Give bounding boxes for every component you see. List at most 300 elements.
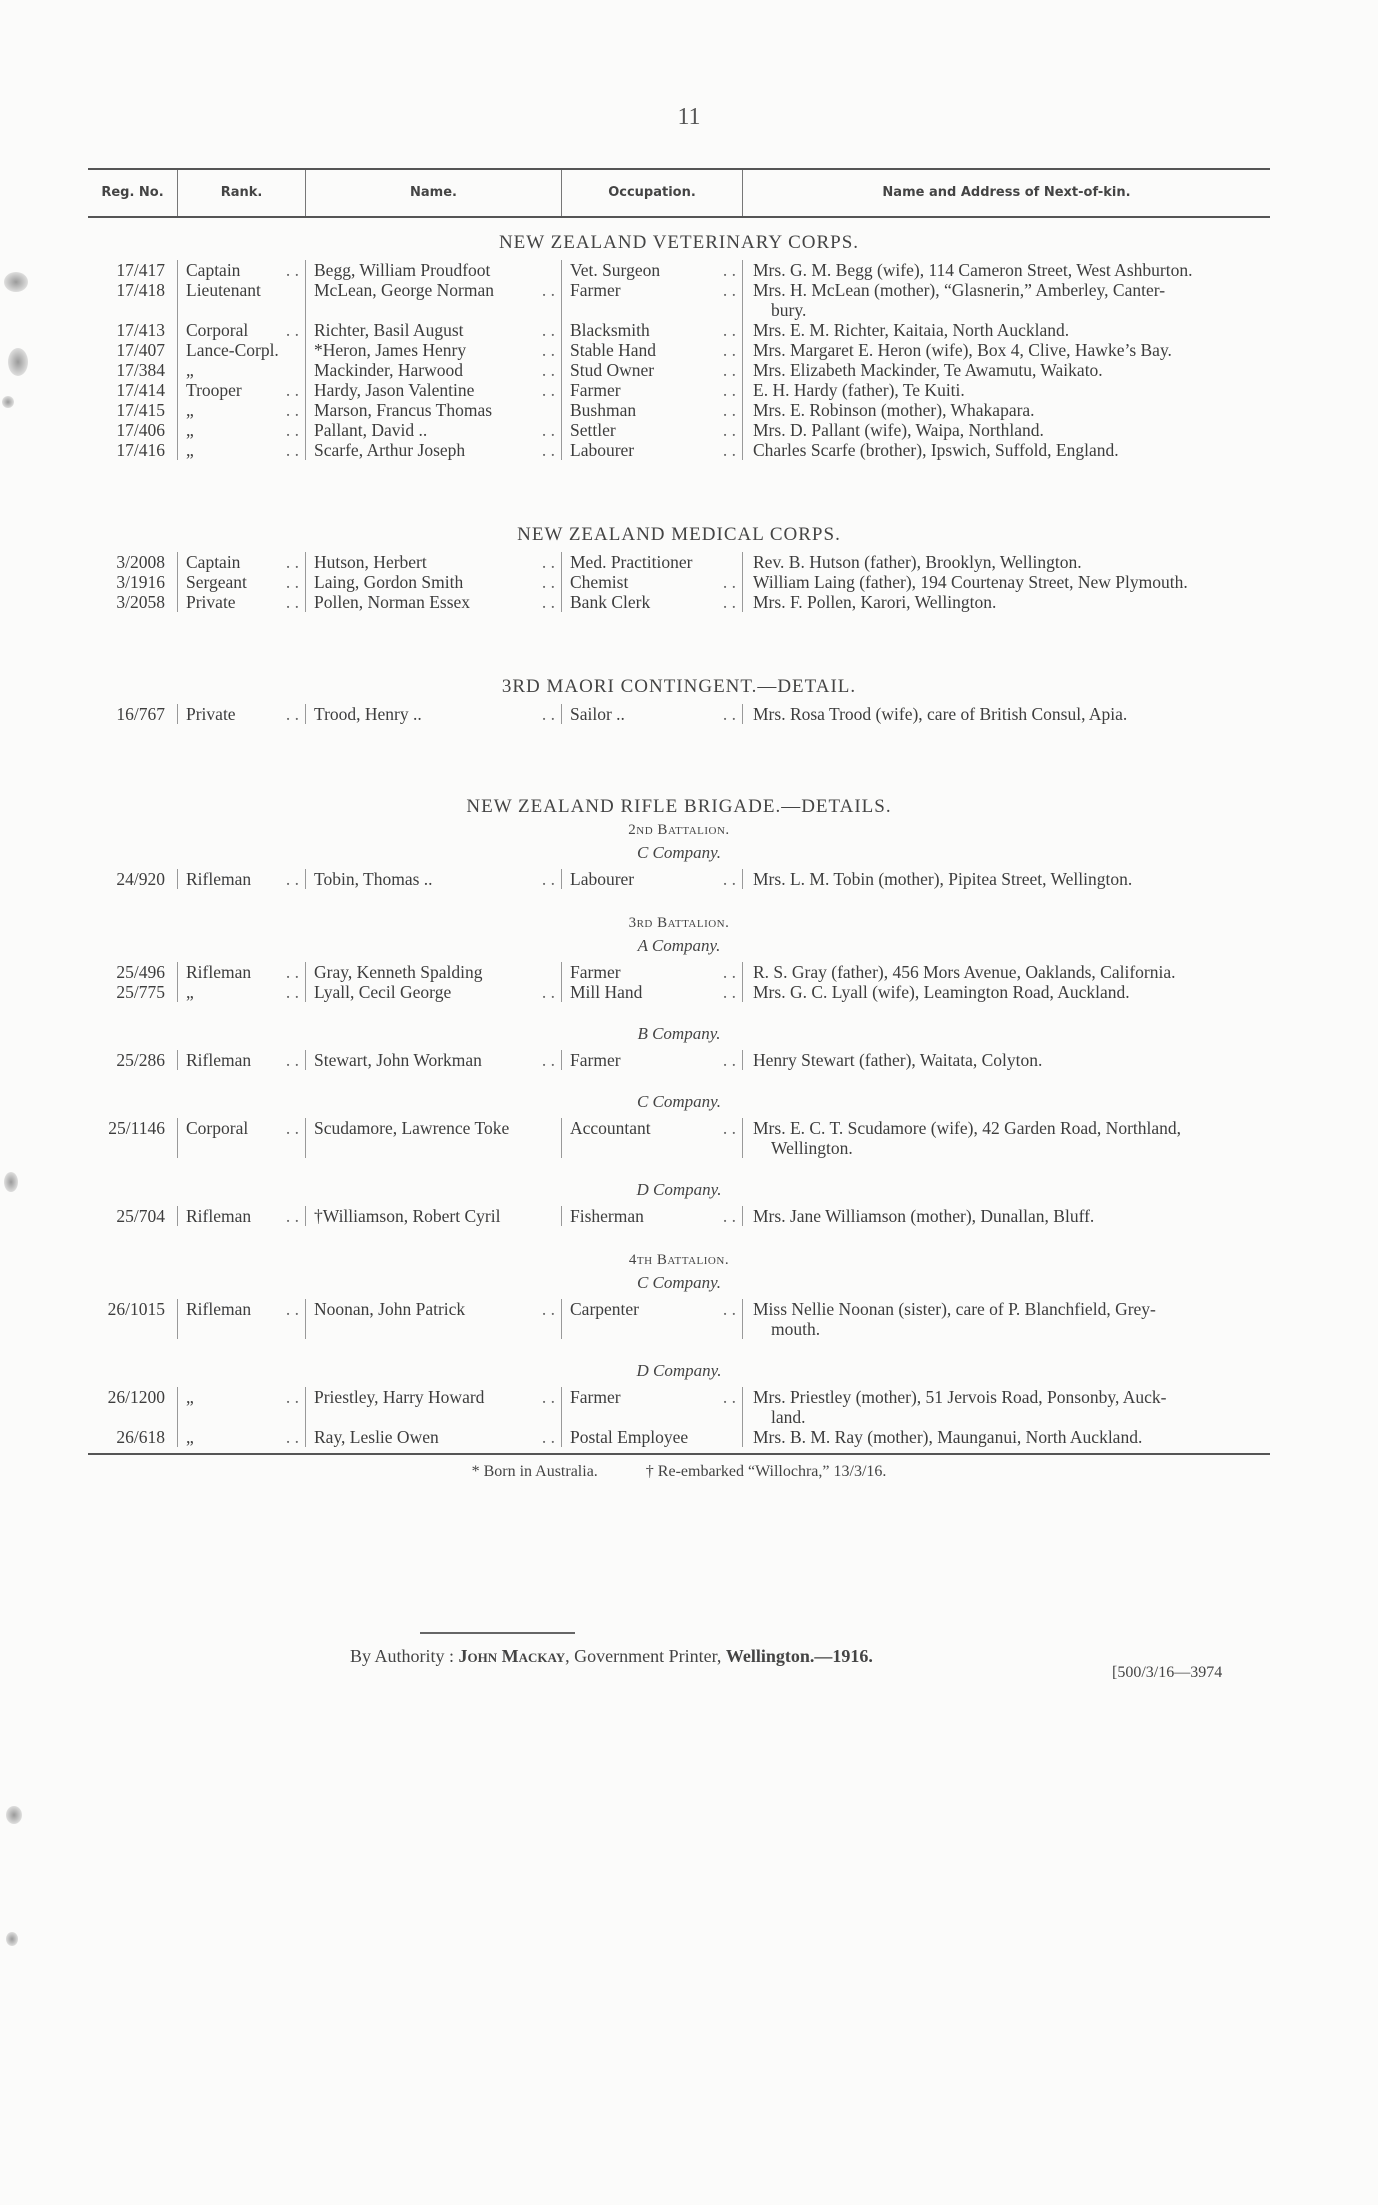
rank-cell xyxy=(177,280,305,320)
next-of-kin-text: Henry Stewart (father), Waitata, Colyton. xyxy=(753,1050,1043,1070)
leader-dots: . . xyxy=(285,704,299,724)
next-of-kin-cell xyxy=(742,962,1270,982)
table-body xyxy=(88,232,1270,1447)
occupation-cell xyxy=(561,1206,742,1226)
company-heading: D Company. xyxy=(636,1361,722,1380)
leader-dots: . . xyxy=(722,704,736,724)
print-code: [500/3/16—3974 xyxy=(1112,1664,1223,1681)
next-of-kin-cell xyxy=(742,1387,1270,1427)
occupation-cell-text: Carpenter xyxy=(570,1299,639,1319)
name-cell xyxy=(305,1387,561,1427)
name-cell xyxy=(305,552,561,572)
name-cell-text: Trood, Henry .. xyxy=(314,704,422,724)
section-title: NEW ZEALAND MEDICAL CORPS. xyxy=(517,524,841,545)
table-row xyxy=(88,260,1270,280)
leader-dots: . . xyxy=(722,592,736,612)
rank-cell xyxy=(177,360,305,380)
imprint-prefix: By Authority : xyxy=(350,1646,459,1666)
next-of-kin-cell xyxy=(742,360,1270,380)
reg-no-cell xyxy=(88,340,177,360)
leader-dots: . . xyxy=(722,1050,736,1070)
reg-no-cell-text: 3/2058 xyxy=(116,592,165,612)
occupation-cell-text: Farmer xyxy=(570,1387,621,1407)
occupation-cell-text: Postal Employee xyxy=(570,1427,689,1447)
rank-cell-text: Captain xyxy=(186,552,241,572)
name-cell xyxy=(305,592,561,612)
leader-dots: . . xyxy=(285,592,299,612)
name-cell xyxy=(305,1206,561,1226)
next-of-kin-continuation: mouth. xyxy=(771,1319,821,1339)
reg-no-cell xyxy=(88,552,177,572)
name-cell-text: Pollen, Norman Essex xyxy=(314,592,471,612)
occupation-cell xyxy=(561,440,742,460)
name-cell xyxy=(305,380,561,400)
occupation-cell xyxy=(561,260,742,280)
name-cell xyxy=(305,1118,561,1158)
next-of-kin-text: Mrs. H. McLean (mother), “Glasnerin,” Amberley, Canter- xyxy=(753,280,1166,300)
rank-cell xyxy=(177,1050,305,1070)
reg-no-cell xyxy=(88,572,177,592)
table-row xyxy=(88,1050,1270,1070)
table-header xyxy=(88,168,1270,218)
rank-cell xyxy=(177,592,305,612)
reg-no-cell-text: 24/920 xyxy=(116,869,165,889)
leader-dots: . . xyxy=(722,320,736,340)
scan-blot xyxy=(6,1932,18,1946)
reg-no-cell-text: 17/406 xyxy=(116,420,165,440)
next-of-kin-text: Mrs. G. M. Begg (wife), 114 Cameron Street, West Ashburton. xyxy=(753,260,1193,280)
table-row xyxy=(88,552,1270,572)
reg-no-cell-text: 3/1916 xyxy=(116,572,165,592)
battalion-heading: 4th Battalion. xyxy=(628,1252,730,1268)
leader-dots: . . xyxy=(541,552,555,572)
section-title: NEW ZEALAND VETERINARY CORPS. xyxy=(498,232,860,253)
name-cell xyxy=(305,420,561,440)
next-of-kin-cell xyxy=(742,440,1270,460)
next-of-kin-cell xyxy=(742,869,1270,889)
occupation-cell-text: Blacksmith xyxy=(570,320,650,340)
next-of-kin-cell xyxy=(742,704,1270,724)
reg-no-cell xyxy=(88,260,177,280)
company-heading: C Company. xyxy=(636,1273,722,1292)
name-cell-text: Hardy, Jason Valentine xyxy=(314,380,475,400)
occupation-cell-text: Bank Clerk xyxy=(570,592,651,612)
bottom-rule xyxy=(88,1453,1270,1455)
table-row xyxy=(88,320,1270,340)
reg-no-cell-text: 17/417 xyxy=(116,260,165,280)
occupation-cell xyxy=(561,572,742,592)
leader-dots: . . xyxy=(541,1427,555,1447)
reg-no-cell xyxy=(88,869,177,889)
next-of-kin-text: Mrs. L. M. Tobin (mother), Pipitea Street, Wellington. xyxy=(753,869,1133,889)
leader-dots: . . xyxy=(722,400,736,420)
reg-no-cell-text: 26/1015 xyxy=(107,1299,165,1319)
occupation-cell-text: Stable Hand xyxy=(570,340,657,360)
rank-cell-text: „ xyxy=(186,1427,194,1447)
rank-cell xyxy=(177,982,305,1002)
table-row xyxy=(88,572,1270,592)
table-row xyxy=(88,440,1270,460)
scan-blot xyxy=(4,272,28,292)
next-of-kin-cell xyxy=(742,280,1270,320)
next-of-kin-text: William Laing (father), 194 Courtenay Street, New Plymouth. xyxy=(753,572,1188,592)
reg-no-cell xyxy=(88,320,177,340)
table-row xyxy=(88,1299,1270,1339)
reg-no-cell-text: 25/496 xyxy=(116,962,165,982)
name-cell-text: Scudamore, Lawrence Toke xyxy=(314,1118,510,1138)
occupation-cell-text: Labourer xyxy=(570,869,635,889)
name-cell xyxy=(305,360,561,380)
next-of-kin-cell xyxy=(742,1427,1270,1447)
rank-cell xyxy=(177,962,305,982)
table-row xyxy=(88,360,1270,380)
next-of-kin-cell xyxy=(742,340,1270,360)
rank-cell-text: „ xyxy=(186,440,194,460)
name-cell-text: Laing, Gordon Smith xyxy=(314,572,464,592)
reg-no-cell-text: 17/415 xyxy=(116,400,165,420)
reg-no-cell xyxy=(88,704,177,724)
occupation-cell xyxy=(561,552,742,572)
rank-cell xyxy=(177,380,305,400)
leader-dots: . . xyxy=(541,592,555,612)
reg-no-cell-text: 25/775 xyxy=(116,982,165,1002)
next-of-kin-text: Mrs. Margaret E. Heron (wife), Box 4, Clive, Hawke’s Bay. xyxy=(753,340,1172,360)
reg-no-cell xyxy=(88,440,177,460)
rank-cell-text: Rifleman xyxy=(186,1299,252,1319)
name-cell-text: †Williamson, Robert Cyril xyxy=(314,1206,501,1226)
leader-dots: . . xyxy=(541,380,555,400)
next-of-kin-text: R. S. Gray (father), 456 Mors Avenue, Oaklands, California. xyxy=(753,962,1176,982)
header-occupation: Occupation. xyxy=(561,170,742,216)
table-row xyxy=(88,1427,1270,1447)
occupation-cell-text: Vet. Surgeon xyxy=(570,260,661,280)
reg-no-cell-text: 26/618 xyxy=(116,1427,165,1447)
leader-dots: . . xyxy=(722,360,736,380)
next-of-kin-text: Mrs. Jane Williamson (mother), Dunallan, Bluff. xyxy=(753,1206,1095,1226)
occupation-cell-text: Sailor .. xyxy=(570,704,625,724)
leader-dots: . . xyxy=(722,340,736,360)
occupation-cell-text: Chemist xyxy=(570,572,629,592)
scan-blot xyxy=(4,1172,18,1192)
next-of-kin-continuation: Wellington. xyxy=(771,1138,853,1158)
header-rank: Rank. xyxy=(177,170,305,216)
name-cell-text: Gray, Kenneth Spalding xyxy=(314,962,483,982)
next-of-kin-text: Charles Scarfe (brother), Ipswich, Suffold, England. xyxy=(753,440,1119,460)
name-cell xyxy=(305,1050,561,1070)
next-of-kin-text: Mrs. Rosa Trood (wife), care of British Consul, Apia. xyxy=(753,704,1128,724)
occupation-cell xyxy=(561,280,742,320)
imprint-printer: John Mackay xyxy=(458,1646,566,1666)
next-of-kin-text: Mrs. E. Robinson (mother), Whakapara. xyxy=(753,400,1035,420)
next-of-kin-text: Miss Nellie Noonan (sister), care of P. Blanchfield, Grey- xyxy=(753,1299,1156,1319)
reg-no-cell-text: 17/413 xyxy=(116,320,165,340)
leader-dots: . . xyxy=(541,1299,555,1319)
rank-cell-text: Trooper xyxy=(186,380,242,400)
next-of-kin-text: E. H. Hardy (father), Te Kuiti. xyxy=(753,380,965,400)
footnotes xyxy=(88,1463,1270,1481)
next-of-kin-cell xyxy=(742,572,1270,592)
name-cell xyxy=(305,440,561,460)
table-row xyxy=(88,380,1270,400)
next-of-kin-text: Mrs. E. C. T. Scudamore (wife), 42 Garden Road, Northland, xyxy=(753,1118,1182,1138)
section-title: 3RD MAORI CONTINGENT.—DETAIL. xyxy=(501,676,857,697)
occupation-cell xyxy=(561,1299,742,1339)
name-cell xyxy=(305,260,561,280)
name-cell xyxy=(305,340,561,360)
name-cell xyxy=(305,280,561,320)
next-of-kin-text: Mrs. D. Pallant (wife), Waipa, Northland. xyxy=(753,420,1044,440)
leader-dots: . . xyxy=(722,572,736,592)
occupation-cell xyxy=(561,400,742,420)
header-reg-no: Reg. No. xyxy=(101,185,164,200)
next-of-kin-text: Mrs. F. Pollen, Karori, Wellington. xyxy=(753,592,997,612)
reg-no-cell xyxy=(88,360,177,380)
rank-cell-text: Corporal xyxy=(186,320,249,340)
next-of-kin-cell xyxy=(742,1206,1270,1226)
name-cell-text: Noonan, John Patrick xyxy=(314,1299,466,1319)
name-cell-text: Lyall, Cecil George xyxy=(314,982,452,1002)
rank-cell xyxy=(177,440,305,460)
leader-dots: . . xyxy=(285,420,299,440)
header-next-of-kin: Name and Address of Next-of-kin. xyxy=(742,170,1270,216)
occupation-cell-text: Mill Hand xyxy=(570,982,643,1002)
leader-dots: . . xyxy=(541,1050,555,1070)
leader-dots: . . xyxy=(541,982,555,1002)
section-title: NEW ZEALAND RIFLE BRIGADE.—DETAILS. xyxy=(466,796,892,817)
leader-dots: . . xyxy=(285,440,299,460)
next-of-kin-cell xyxy=(742,420,1270,440)
occupation-cell xyxy=(561,360,742,380)
reg-no-cell xyxy=(88,1299,177,1339)
table-row xyxy=(88,340,1270,360)
next-of-kin-cell xyxy=(742,1050,1270,1070)
table-row xyxy=(88,869,1270,889)
occupation-cell xyxy=(561,1387,742,1427)
leader-dots: . . xyxy=(285,1118,299,1138)
imprint-middle: , Government Printer, xyxy=(565,1646,726,1666)
company-heading: C Company. xyxy=(636,1092,722,1111)
rank-cell xyxy=(177,572,305,592)
occupation-cell xyxy=(561,320,742,340)
name-cell-text: Begg, William Proudfoot xyxy=(314,260,491,280)
rank-cell-text: Captain xyxy=(186,260,241,280)
scan-blot xyxy=(8,348,28,376)
rank-cell xyxy=(177,1427,305,1447)
next-of-kin-cell xyxy=(742,320,1270,340)
leader-dots: . . xyxy=(285,962,299,982)
rank-cell-text: Corporal xyxy=(186,1118,249,1138)
name-cell-text: Tobin, Thomas .. xyxy=(314,869,433,889)
leader-dots: . . xyxy=(541,320,555,340)
occupation-cell xyxy=(561,380,742,400)
name-cell-text: Stewart, John Workman xyxy=(314,1050,482,1070)
next-of-kin-text: Mrs. Elizabeth Mackinder, Te Awamutu, Waikato. xyxy=(753,360,1103,380)
rank-cell-text: Rifleman xyxy=(186,869,252,889)
reg-no-cell-text: 17/416 xyxy=(116,440,165,460)
rank-cell xyxy=(177,1299,305,1339)
rank-cell-text: „ xyxy=(186,1387,194,1407)
leader-dots: . . xyxy=(285,320,299,340)
company-heading: C Company. xyxy=(636,843,722,862)
leader-dots: . . xyxy=(285,982,299,1002)
occupation-cell-text: Labourer xyxy=(570,440,635,460)
occupation-cell-text: Farmer xyxy=(570,1050,621,1070)
name-cell-text: Ray, Leslie Owen xyxy=(314,1427,439,1447)
occupation-cell xyxy=(561,1118,742,1158)
leader-dots: . . xyxy=(722,380,736,400)
name-cell-text: Pallant, David .. xyxy=(314,420,428,440)
occupation-cell-text: Accountant xyxy=(570,1118,651,1138)
next-of-kin-cell xyxy=(742,552,1270,572)
leader-dots: . . xyxy=(541,1387,555,1407)
reg-no-cell-text: 17/418 xyxy=(116,280,165,300)
scan-blot xyxy=(2,396,14,408)
occupation-cell xyxy=(561,340,742,360)
rank-cell-text: „ xyxy=(186,982,194,1002)
reg-no-cell-text: 25/704 xyxy=(116,1206,165,1226)
name-cell-text: Priestley, Harry Howard xyxy=(314,1387,485,1407)
rank-cell-text: Lieutenant xyxy=(186,280,261,300)
leader-dots: . . xyxy=(541,280,555,300)
name-cell xyxy=(305,1427,561,1447)
reg-no-cell xyxy=(88,1050,177,1070)
battalion-heading: 2nd Battalion. xyxy=(628,822,730,838)
leader-dots: . . xyxy=(722,260,736,280)
occupation-cell xyxy=(561,1050,742,1070)
leader-dots: . . xyxy=(541,340,555,360)
reg-no-cell xyxy=(88,982,177,1002)
battalion-heading: 3rd Battalion. xyxy=(628,915,730,931)
footnote-re-embarked: † Re-embarked “Willochra,” 13/3/16. xyxy=(645,1463,887,1480)
occupation-cell-text: Stud Owner xyxy=(570,360,655,380)
leader-dots: . . xyxy=(285,1299,299,1319)
footnote-born-australia: * Born in Australia. xyxy=(471,1463,598,1480)
next-of-kin-cell xyxy=(742,982,1270,1002)
leader-dots: . . xyxy=(285,1387,299,1407)
rank-cell xyxy=(177,420,305,440)
rank-cell-text: Rifleman xyxy=(186,1206,252,1226)
occupation-cell xyxy=(561,704,742,724)
imprint-place-date: Wellington.—1916. xyxy=(725,1646,873,1666)
reg-no-cell-text: 17/407 xyxy=(116,340,165,360)
occupation-cell xyxy=(561,420,742,440)
next-of-kin-text: Mrs. E. M. Richter, Kaitaia, North Auckland. xyxy=(753,320,1070,340)
leader-dots: . . xyxy=(285,260,299,280)
next-of-kin-cell xyxy=(742,592,1270,612)
name-cell xyxy=(305,572,561,592)
next-of-kin-cell xyxy=(742,400,1270,420)
leader-dots: . . xyxy=(285,400,299,420)
leader-dots: . . xyxy=(285,1427,299,1447)
next-of-kin-text: Rev. B. Hutson (father), Brooklyn, Wellington. xyxy=(753,552,1082,572)
leader-dots: . . xyxy=(722,982,736,1002)
reg-no-cell xyxy=(88,400,177,420)
name-cell-text: Marson, Francus Thomas xyxy=(314,400,493,420)
next-of-kin-continuation: bury. xyxy=(771,300,807,320)
rank-cell xyxy=(177,1118,305,1158)
rank-cell-text: Rifleman xyxy=(186,962,252,982)
name-cell-text: Richter, Basil August xyxy=(314,320,464,340)
leader-dots: . . xyxy=(541,360,555,380)
next-of-kin-cell xyxy=(742,380,1270,400)
imprint xyxy=(350,1646,873,1667)
table-row xyxy=(88,400,1270,420)
leader-dots: . . xyxy=(541,572,555,592)
name-cell xyxy=(305,1299,561,1339)
reg-no-cell-text: 17/414 xyxy=(116,380,165,400)
rank-cell xyxy=(177,704,305,724)
reg-no-cell xyxy=(88,280,177,320)
leader-dots: . . xyxy=(285,572,299,592)
name-cell xyxy=(305,962,561,982)
occupation-cell-text: Bushman xyxy=(570,400,637,420)
name-cell-text: Hutson, Herbert xyxy=(314,552,427,572)
reg-no-cell xyxy=(88,1387,177,1427)
next-of-kin-continuation: land. xyxy=(771,1407,806,1427)
occupation-cell-text: Fisherman xyxy=(570,1206,644,1226)
rank-cell xyxy=(177,1206,305,1226)
rank-cell-text: Private xyxy=(186,704,236,724)
rank-cell xyxy=(177,1387,305,1427)
table-row xyxy=(88,280,1270,320)
leader-dots: . . xyxy=(285,869,299,889)
reg-no-cell-text: 25/1146 xyxy=(108,1118,165,1138)
roll-table xyxy=(88,168,1270,1481)
leader-dots: . . xyxy=(722,1118,736,1138)
leader-dots: . . xyxy=(541,420,555,440)
rank-cell xyxy=(177,869,305,889)
occupation-cell-text: Farmer xyxy=(570,962,621,982)
name-cell-text: Mackinder, Harwood xyxy=(314,360,463,380)
rank-cell xyxy=(177,260,305,280)
reg-no-cell-text: 26/1200 xyxy=(107,1387,165,1407)
table-row xyxy=(88,1118,1270,1158)
leader-dots: . . xyxy=(722,962,736,982)
leader-dots: . . xyxy=(285,1050,299,1070)
rank-cell xyxy=(177,400,305,420)
company-heading: B Company. xyxy=(637,1024,721,1043)
rank-cell-text: Rifleman xyxy=(186,1050,252,1070)
divider xyxy=(420,1632,575,1634)
rank-cell-text: „ xyxy=(186,420,194,440)
leader-dots: . . xyxy=(541,704,555,724)
name-cell xyxy=(305,320,561,340)
table-row xyxy=(88,982,1270,1002)
rank-cell-text: „ xyxy=(186,360,194,380)
occupation-cell-text: Med. Practitioner xyxy=(570,552,693,572)
reg-no-cell xyxy=(88,1206,177,1226)
leader-dots: . . xyxy=(541,869,555,889)
occupation-cell xyxy=(561,592,742,612)
name-cell-text: *Heron, James Henry xyxy=(314,340,467,360)
rank-cell-text: Sergeant xyxy=(186,572,247,592)
next-of-kin-text: Mrs. Priestley (mother), 51 Jervois Road, Ponsonby, Auck- xyxy=(753,1387,1167,1407)
rank-cell-text: Lance-Corpl. xyxy=(186,340,279,360)
table-row xyxy=(88,592,1270,612)
leader-dots: . . xyxy=(722,1206,736,1226)
next-of-kin-cell xyxy=(742,260,1270,280)
table-row xyxy=(88,420,1270,440)
reg-no-cell xyxy=(88,1427,177,1447)
reg-no-cell-text: 3/2008 xyxy=(116,552,165,572)
reg-no-cell-text: 17/384 xyxy=(116,360,165,380)
leader-dots: . . xyxy=(722,280,736,300)
occupation-cell xyxy=(561,982,742,1002)
table-row xyxy=(88,1206,1270,1226)
company-heading: A Company. xyxy=(637,936,721,955)
leader-dots: . . xyxy=(722,869,736,889)
leader-dots: . . xyxy=(541,440,555,460)
